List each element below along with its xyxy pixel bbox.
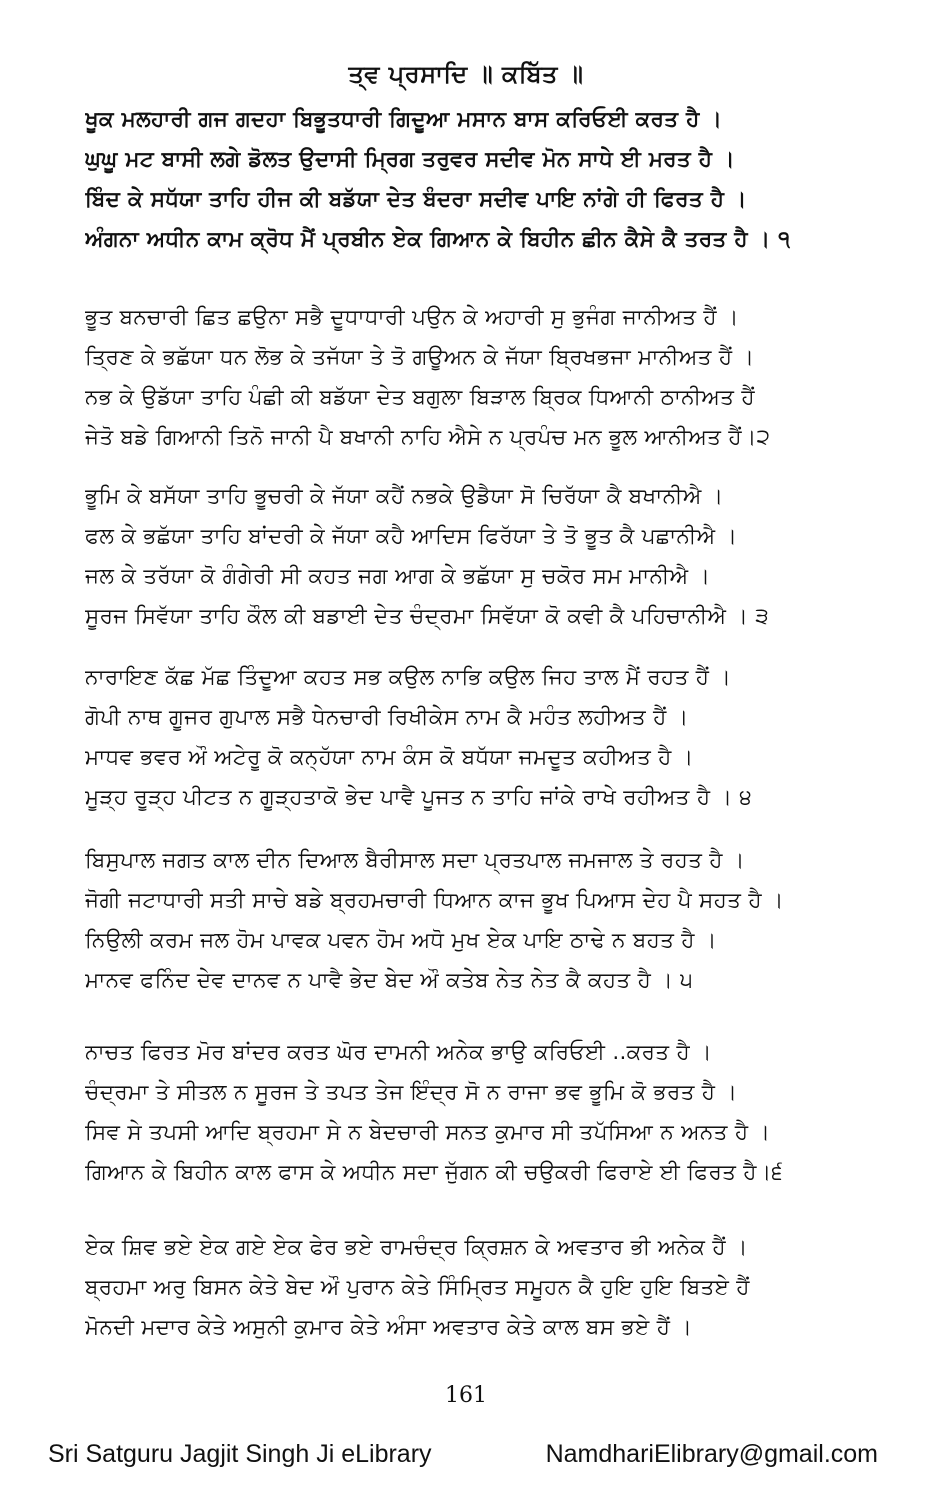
verse-line: ਬਿੰਦ ਕੇ ਸਧੱਯਾ ਤਾਹਿ ਹੀਜ ਕੀ ਬਡੱਯਾ ਦੇਤ ਬੰਦਰਾ ਸਦੀਵ ਪਾਇ ਨਾਂਗੇ ਹੀ ਫਿਰਤ ਹੈ । (85, 187, 747, 212)
verse-line: ਗੋਪੀ ਨਾਥ ਗੂਜਰ ਗੁਪਾਲ ਸਭੈ ਧੇਨਚਾਰੀ ਰਿਖੀਕੇਸ ਨਾਮ ਕੈ ਮਹੰਤ ਲਹੀਅਤ ਹੈਂ । (85, 705, 689, 730)
page-number: 161 (445, 1383, 487, 1408)
stanza-3 (85, 477, 875, 637)
verse-line: ਸੂਰਜ ਸਿਵੱਯਾ ਤਾਹਿ ਕੌਲ ਕੀ ਬਡਾਈ ਦੇਤ ਚੰਦ੍ਰਮਾ ਸਿਵੱਯਾ ਕੋ ਕਵੀ ਕੈ ਪਹਿਚਾਨੀਐ । ੩ (85, 604, 769, 629)
verse-line: ਨਭ ਕੇ ਉਡੱਯਾ ਤਾਹਿ ਪੰਛੀ ਕੀ ਬਡੱਯਾ ਦੇਤ ਬਗੁਲਾ ਬਿੜਾਲ ਬ੍ਰਿਕ ਧਿਆਨੀ ਠਾਨੀਅਤ ਹੈਂ (85, 385, 755, 410)
verse-line: ਜੇਤੋ ਬਡੇ ਗਿਆਨੀ ਤਿਨੋ ਜਾਨੀ ਪੈ ਬਖਾਨੀ ਨਾਹਿ ਐਸੇ ਨ ਪ੍ਰਪੰਚ ਮਨ ਭੂਲ ਆਨੀਅਤ ਹੈਂ।੨ (85, 425, 771, 450)
verse-line: ਜੋਗੀ ਜਟਾਧਾਰੀ ਸਤੀ ਸਾਚੇ ਬਡੇ ਬ੍ਰਹਮਚਾਰੀ ਧਿਆਨ ਕਾਜ ਭੂਖ ਪਿਆਸ ਦੇਹ ਪੈ ਸਹਤ ਹੈ । (85, 888, 784, 913)
verse-line: ਅੰਗਨਾ ਅਧੀਨ ਕਾਮ ਕ੍ਰੋਧ ਮੈਂ ਪ੍ਰਬੀਨ ਏਕ ਗਿਆਨ ਕੇ ਬਿਹੀਨ ਛੀਨ ਕੈਸੇ ਕੈ ਤਰਤ ਹੈ । ੧ (85, 227, 791, 252)
verse-line: ਨਾਚਤ ਫਿਰਤ ਮੋਰ ਬਾਂਦਰ ਕਰਤ ਘੋਰ ਦਾਮਨੀ ਅਨੇਕ ਭਾਉ ਕਰਿਓਈ ..ਕਰਤ ਹੈ । (85, 1040, 712, 1065)
stanza-4 (85, 658, 875, 818)
stanza-2 (85, 298, 875, 458)
stanza-6 (85, 1033, 875, 1193)
stanza-7 (85, 1228, 875, 1348)
verse-line: ਮੂੜ੍ਹ ਰੂੜ੍ਹ ਪੀਟਤ ਨ ਗੂੜ੍ਹਤਾਕੋ ਭੇਦ ਪਾਵੈ ਪੂਜਤ ਨ ਤਾਹਿ ਜਾਂਕੇ ਰਾਖੇ ਰਹੀਅਤ ਹੈ । ੪ (85, 785, 753, 810)
library-name: Sri Satguru Jagjit Singh Ji eLibrary (48, 1440, 432, 1468)
footer (48, 1440, 878, 1469)
verse-line: ਭੂਮਿ ਕੇ ਬਸੱਯਾ ਤਾਹਿ ਭੂਚਰੀ ਕੇ ਜੱਯਾ ਕਹੈਂ ਨਭਕੇ ਉਡੈਯਾ ਸੋ ਚਿਰੱਯਾ ਕੈ ਬਖਾਨੀਐ । (85, 484, 724, 509)
verse-line: ਬ੍ਰਹਮਾ ਅਰੁ ਬਿਸਨ ਕੇਤੇ ਬੇਦ ਔ ਪੁਰਾਨ ਕੇਤੇ ਸਿੰਮ੍ਰਿਤ ਸਮੂਹਨ ਕੈ ਹੁਇ ਹੁਇ ਬਿਤਏ ਹੈਂ (85, 1275, 750, 1300)
verse-line: ਮਾਧਵ ਭਵਰ ਔ ਅਟੇਰੂ ਕੋ ਕਨ੍ਹੱਯਾ ਨਾਮ ਕੰਸ ਕੋ ਬਧੱਯਾ ਜਮਦੂਤ ਕਹੀਅਤ ਹੈ । (85, 745, 694, 770)
verse-line: ਭੂਤ ਬਨਚਾਰੀ ਛਿਤ ਛਉਨਾ ਸਭੈ ਦੂਧਾਧਾਰੀ ਪਉਨ ਕੇ ਅਹਾਰੀ ਸੁ ਭੁਜੰਗ ਜਾਨੀਅਤ ਹੈਂ । (85, 305, 739, 330)
verse-line: ਏਕ ਸ਼ਿਵ ਭਏ ਏਕ ਗਏ ਏਕ ਫੇਰ ਭਏ ਰਾਮਚੰਦ੍ਰ ਕ੍ਰਿਸ਼ਨ ਕੇ ਅਵਤਾਰ ਭੀ ਅਨੇਕ ਹੈਂ । (85, 1235, 748, 1260)
verse-line: ਘੁਘੂ ਮਟ ਬਾਸੀ ਲਗੇ ਡੋਲਤ ਉਦਾਸੀ ਮ੍ਰਿਗ ਤਰੁਵਰ ਸਦੀਵ ਮੋਨ ਸਾਧੇ ਈ ਮਰਤ ਹੈ । (85, 147, 735, 172)
verse-line: ਤ੍ਰਿਣ ਕੇ ਭਛੱਯਾ ਧਨ ਲੋਭ ਕੇ ਤਜੱਯਾ ਤੇ ਤੋ ਗਊਅਨ ਕੇ ਜੱਯਾ ਬ੍ਰਿਖਭਜਾ ਮਾਨੀਅਤ ਹੈਂ । (85, 345, 755, 370)
verse-line: ਖੂਕ ਮਲਹਾਰੀ ਗਜ ਗਦਹਾ ਬਿਭੂਤਧਾਰੀ ਗਿਦੂਆ ਮਸਾਨ ਬਾਸ ਕਰਿਓਈ ਕਰਤ ਹੈ । (85, 107, 723, 132)
verse-line: ਗਿਆਨ ਕੇ ਬਿਹੀਨ ਕਾਲ ਫਾਸ ਕੇ ਅਧੀਨ ਸਦਾ ਜੁੱਗਨ ਕੀ ਚਉਕਰੀ ਫਿਰਾਏ ਈ ਫਿਰਤ ਹੈ।੬ (85, 1160, 783, 1185)
verse-line: ਮੋਨਦੀ ਮਦਾਰ ਕੇਤੇ ਅਸੁਨੀ ਕੁਮਾਰ ਕੇਤੇ ਅੰਸਾ ਅਵਤਾਰ ਕੇਤੇ ਕਾਲ ਬਸ ਭਏ ਹੈਂ । (85, 1315, 693, 1340)
verse-line: ਨਾਰਾਇਣ ਕੱਛ ਮੱਛ ਤਿੰਦੂਆ ਕਹਤ ਸਭ ਕਉਲ ਨਾਭਿ ਕਉਲ ਜਿਹ ਤਾਲ ਮੈਂ ਰਹਤ ਹੈਂ । (85, 665, 732, 690)
verse-line: ਮਾਨਵ ਫਨਿੰਦ ਦੇਵ ਦਾਨਵ ਨ ਪਾਵੈ ਭੇਦ ਬੇਦ ਔ ਕਤੇਬ ਨੇਤ ਨੇਤ ਕੈ ਕਹਤ ਹੈ । ੫ (85, 968, 694, 993)
verse-line: ਸਿਵ ਸੇ ਤਪਸੀ ਆਦਿ ਬ੍ਰਹਮਾ ਸੇ ਨ ਬੇਦਚਾਰੀ ਸਨਤ ਕੁਮਾਰ ਸੀ ਤਪੱਸਿਆ ਨ ਅਨਤ ਹੈ । (85, 1120, 771, 1145)
verse-line: ਚੰਦ੍ਰਮਾ ਤੇ ਸੀਤਲ ਨ ਸੂਰਜ ਤੇ ਤਪਤ ਤੇਜ ਇੰਦ੍ਰ ਸੋ ਨ ਰਾਜਾ ਭਵ ਭੂਮਿ ਕੋ ਭਰਤ ਹੈ । (85, 1080, 738, 1105)
verse-line: ਬਿਸੁਪਾਲ ਜਗਤ ਕਾਲ ਦੀਨ ਦਿਆਲ ਬੈਰੀਸਾਲ ਸਦਾ ਪ੍ਰਤਪਾਲ ਜਮਜਾਲ ਤੇ ਰਹਤ ਹੈ । (85, 848, 745, 873)
verse-line: ਨਿਉਲੀ ਕਰਮ ਜਲ ਹੋਮ ਪਾਵਕ ਪਵਨ ਹੋਮ ਅਧੋ ਮੁਖ ਏਕ ਪਾਇ ਠਾਢੇ ਨ ਬਹਤ ਹੈ । (85, 928, 717, 953)
verse-line: ਜਲ ਕੇ ਤਰੱਯਾ ਕੋ ਗੰਗੇਰੀ ਸੀ ਕਹਤ ਜਗ ਆਗ ਕੇ ਭਛੱਯਾ ਸੁ ਚਕੋਰ ਸਮ ਮਾਨੀਐ । (85, 564, 711, 589)
verse-line: ਫਲ ਕੇ ਭਛੱਯਾ ਤਾਹਿ ਬਾਂਦਰੀ ਕੇ ਜੱਯਾ ਕਹੈ ਆਦਿਸ ਫਿਰੱਯਾ ਤੇ ਤੋ ਭੂਤ ਕੈ ਪਛਾਨੀਐ । (85, 524, 738, 549)
contact-email: NamdhariElibrary@gmail.com (545, 1440, 878, 1468)
stanza-5 (85, 841, 875, 1001)
stanza-1 (85, 100, 875, 260)
page-heading: ਤ੍ਵ ਪ੍ਰਸਾਦਿ ॥ ਕਬਿੱਤ ॥ (348, 60, 584, 88)
